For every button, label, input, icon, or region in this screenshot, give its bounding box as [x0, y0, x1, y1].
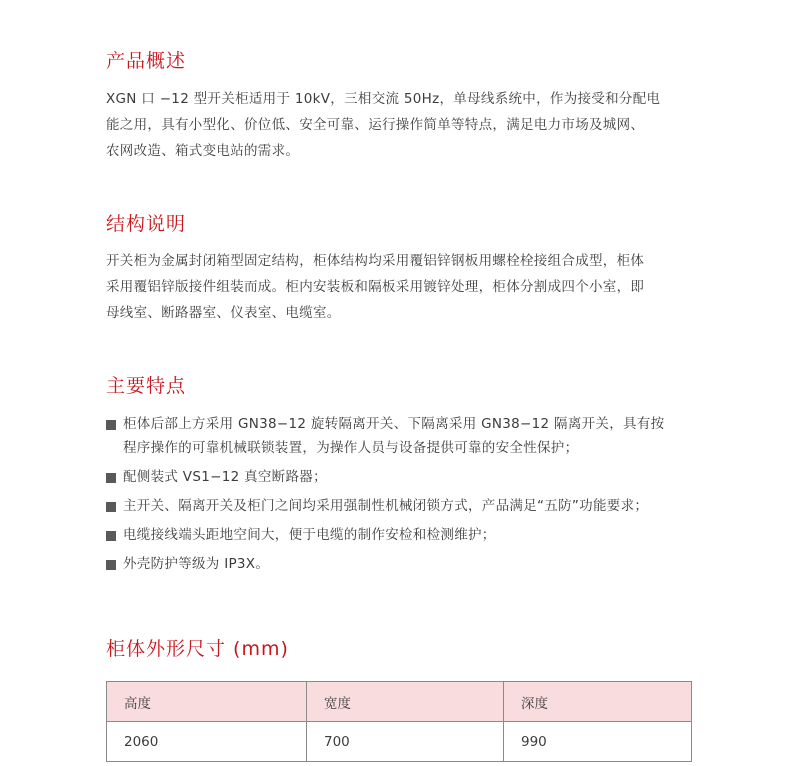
feature-line: 程序操作的可靠机械联锁装置，为操作人员与设备提供可靠的安全性保护；: [123, 440, 579, 456]
structure-line: 母线室、断路器室、仪表室、电缆室。: [106, 305, 341, 321]
header-width: 宽度: [307, 682, 504, 722]
square-bullet-icon: [106, 420, 116, 430]
square-bullet-icon: [106, 502, 116, 512]
structure-title: 结构说明: [106, 213, 187, 235]
feature-item: [106, 552, 706, 576]
structure-line: 采用覆铝锌版接件组装而成。柜内安装板和隔板采用镀锌处理，柜体分割成四个小室，即: [106, 279, 645, 295]
feature-list: [106, 412, 706, 581]
square-bullet-icon: [106, 473, 116, 483]
feature-item: [106, 412, 706, 460]
dimensions-title: 柜体外形尺寸 (mm): [106, 638, 289, 660]
feature-item: [106, 494, 706, 518]
dimensions-table: [106, 681, 692, 762]
overview-line: XGN 口 −12 型开关柜适用于 10kV，三相交流 50Hz，单母线系统中，作为接受和分配电: [106, 91, 661, 107]
structure-line: 开关柜为金属封闭箱型固定结构，柜体结构均采用覆铝锌钢板用螺栓栓接组合成型，柜体: [106, 253, 645, 269]
header-height: 高度: [107, 682, 307, 722]
value-depth: 990: [504, 722, 692, 762]
value-height: 2060: [107, 722, 307, 762]
feature-line: 主开关、隔离开关及柜门之间均采用强制性机械闭锁方式，产品满足“五防”功能要求；: [123, 498, 649, 514]
overview-line: 能之用，具有小型化、价位低、安全可靠、运行操作简单等特点，满足电力市场及城网、: [106, 117, 645, 133]
table-header-row: [107, 682, 692, 722]
features-title: 主要特点: [106, 375, 187, 397]
value-width: 700: [307, 722, 504, 762]
feature-line: 外壳防护等级为 IP3X。: [123, 556, 270, 572]
feature-item: [106, 465, 706, 489]
feature-line: 柜体后部上方采用 GN38−12 旋转隔离开关、下隔离采用 GN38−12 隔离开关，具有按: [123, 416, 665, 432]
structure-paragraph: [106, 248, 706, 326]
square-bullet-icon: [106, 531, 116, 541]
square-bullet-icon: [106, 560, 116, 570]
overview-paragraph: [106, 86, 706, 164]
feature-line: 配侧装式 VS1−12 真空断路器；: [123, 469, 327, 485]
table-row: [107, 722, 692, 762]
feature-line: 电缆接线端头距地空间大，便于电缆的制作安检和检测维护；: [123, 527, 496, 543]
header-depth: 深度: [504, 682, 692, 722]
overview-line: 农网改造、箱式变电站的需求。: [106, 143, 300, 159]
overview-title: 产品概述: [106, 50, 187, 72]
feature-item: [106, 523, 706, 547]
